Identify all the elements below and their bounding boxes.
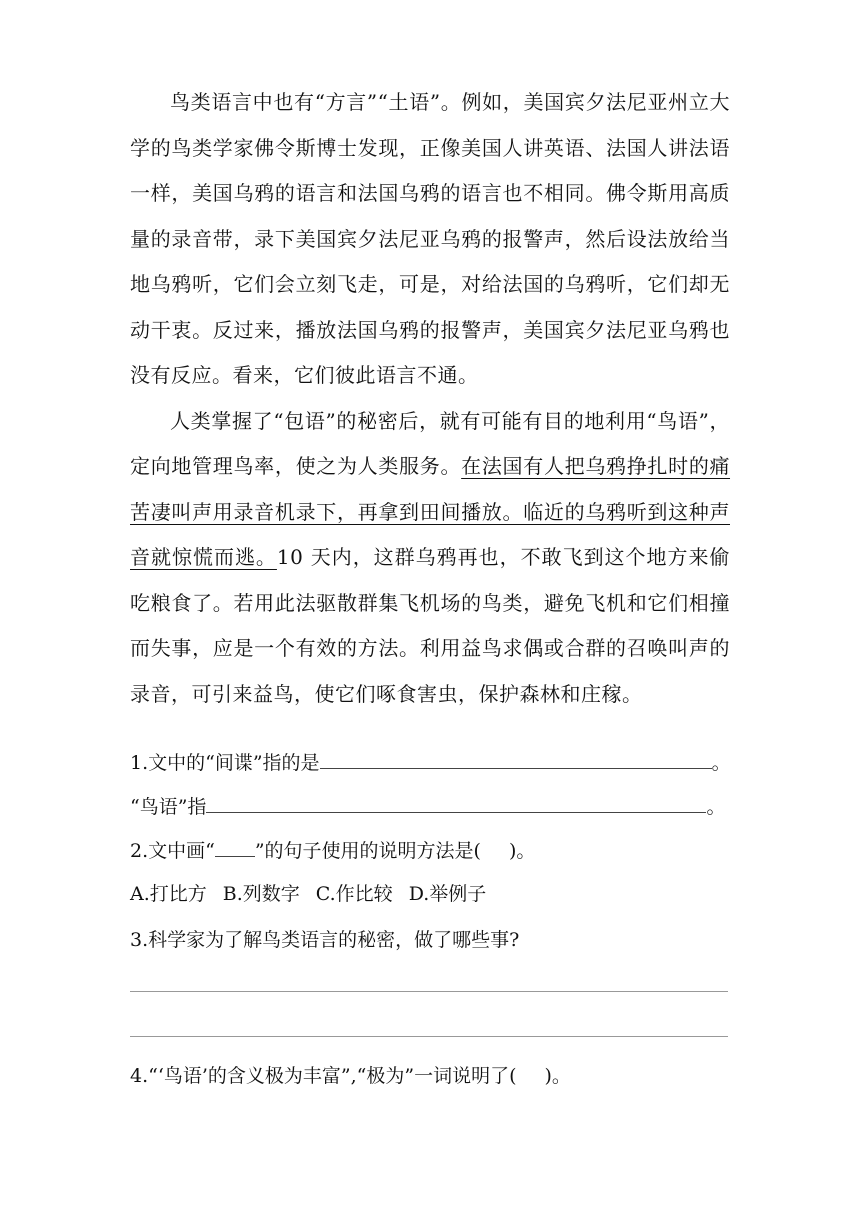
- question-2-text-middle: ”的句子使用的说明方法是(: [254, 840, 481, 862]
- passage-paragraph-2: [130, 399, 730, 718]
- question-2-text-start: 2.文中画“: [130, 840, 215, 862]
- underlined-sentence: 在法国有人把乌鸦挣扎时的痛苦凄叫声用录音机录下，再拿到田间播放。临近的乌鸦听到这种声音就惊慌而逃。: [130, 454, 731, 569]
- option-a[interactable]: A.打比方: [130, 883, 207, 905]
- question-1a-end: 。: [711, 752, 731, 774]
- question-1a-text: 1.文中的“间谍”指的是: [130, 752, 320, 774]
- paragraph-2-rest: 10 天内，这群乌鸦再也，不敢飞到这个地方来偷吃粮食了。若用此法驱散群集飞机场的鸟类，避免飞机和它们相撞而失事，应是一个有效的方法。利用益鸟求偶或合群的召唤叫声的录音，可引来益鸟，使它们啄食害虫，保护森林和庄稼。: [130, 545, 730, 706]
- underline-sample: [215, 834, 255, 857]
- question-1a: [130, 746, 731, 777]
- option-c[interactable]: C.作比较: [315, 883, 393, 905]
- question-4: [130, 1062, 571, 1090]
- question-2: [130, 834, 535, 865]
- question-1b-text: “鸟语”指: [130, 796, 207, 818]
- option-d[interactable]: D.举例子: [408, 883, 487, 905]
- paragraph-2-intro: 人类掌握了“包语”的秘密后，就有可能有目的地利用“鸟语”，定向地管理鸟率，使之为人类服务。: [130, 408, 730, 478]
- question-4-end: )。: [544, 1065, 571, 1087]
- question-3: 3.科学家为了解鸟类语言的秘密，做了哪些事?: [130, 929, 520, 951]
- reading-passage: [130, 80, 730, 717]
- answer-blank-1b[interactable]: [206, 790, 706, 813]
- question-2-options: [130, 880, 486, 908]
- answer-blank-1a[interactable]: [320, 746, 712, 769]
- question-2-text-end: )。: [508, 840, 536, 862]
- question-1b-end: 。: [706, 796, 726, 818]
- passage-paragraph-1: 鸟类语言中也有“方言”“土语”。例如，美国宾夕法尼亚州立大学的鸟类学家佛令斯博士发现，正像美国人讲英语、法国人讲法语一样，美国乌鸦的语言和法国乌鸦的语言也不相同。佛令斯用高质量的录音带，录下美国宾夕法尼亚乌鸦的报警声，然后设法放给当地乌鸦听，它们会立刻飞走，可是，对给法国的乌鸦听，它们却无动干衷。反过来，播放法国乌鸦的报警声，美国宾夕法尼亚乌鸦也没有反应。看来，它们彼此语言不通。: [130, 90, 730, 387]
- question-4-text: 4.“‘鸟语’的含义极为丰富”,“极为”一词说明了(: [130, 1065, 517, 1087]
- question-1b: [130, 790, 725, 821]
- answer-line-3a[interactable]: [130, 991, 728, 992]
- option-b[interactable]: B.列数字: [222, 883, 300, 905]
- answer-line-3b[interactable]: [130, 1036, 728, 1037]
